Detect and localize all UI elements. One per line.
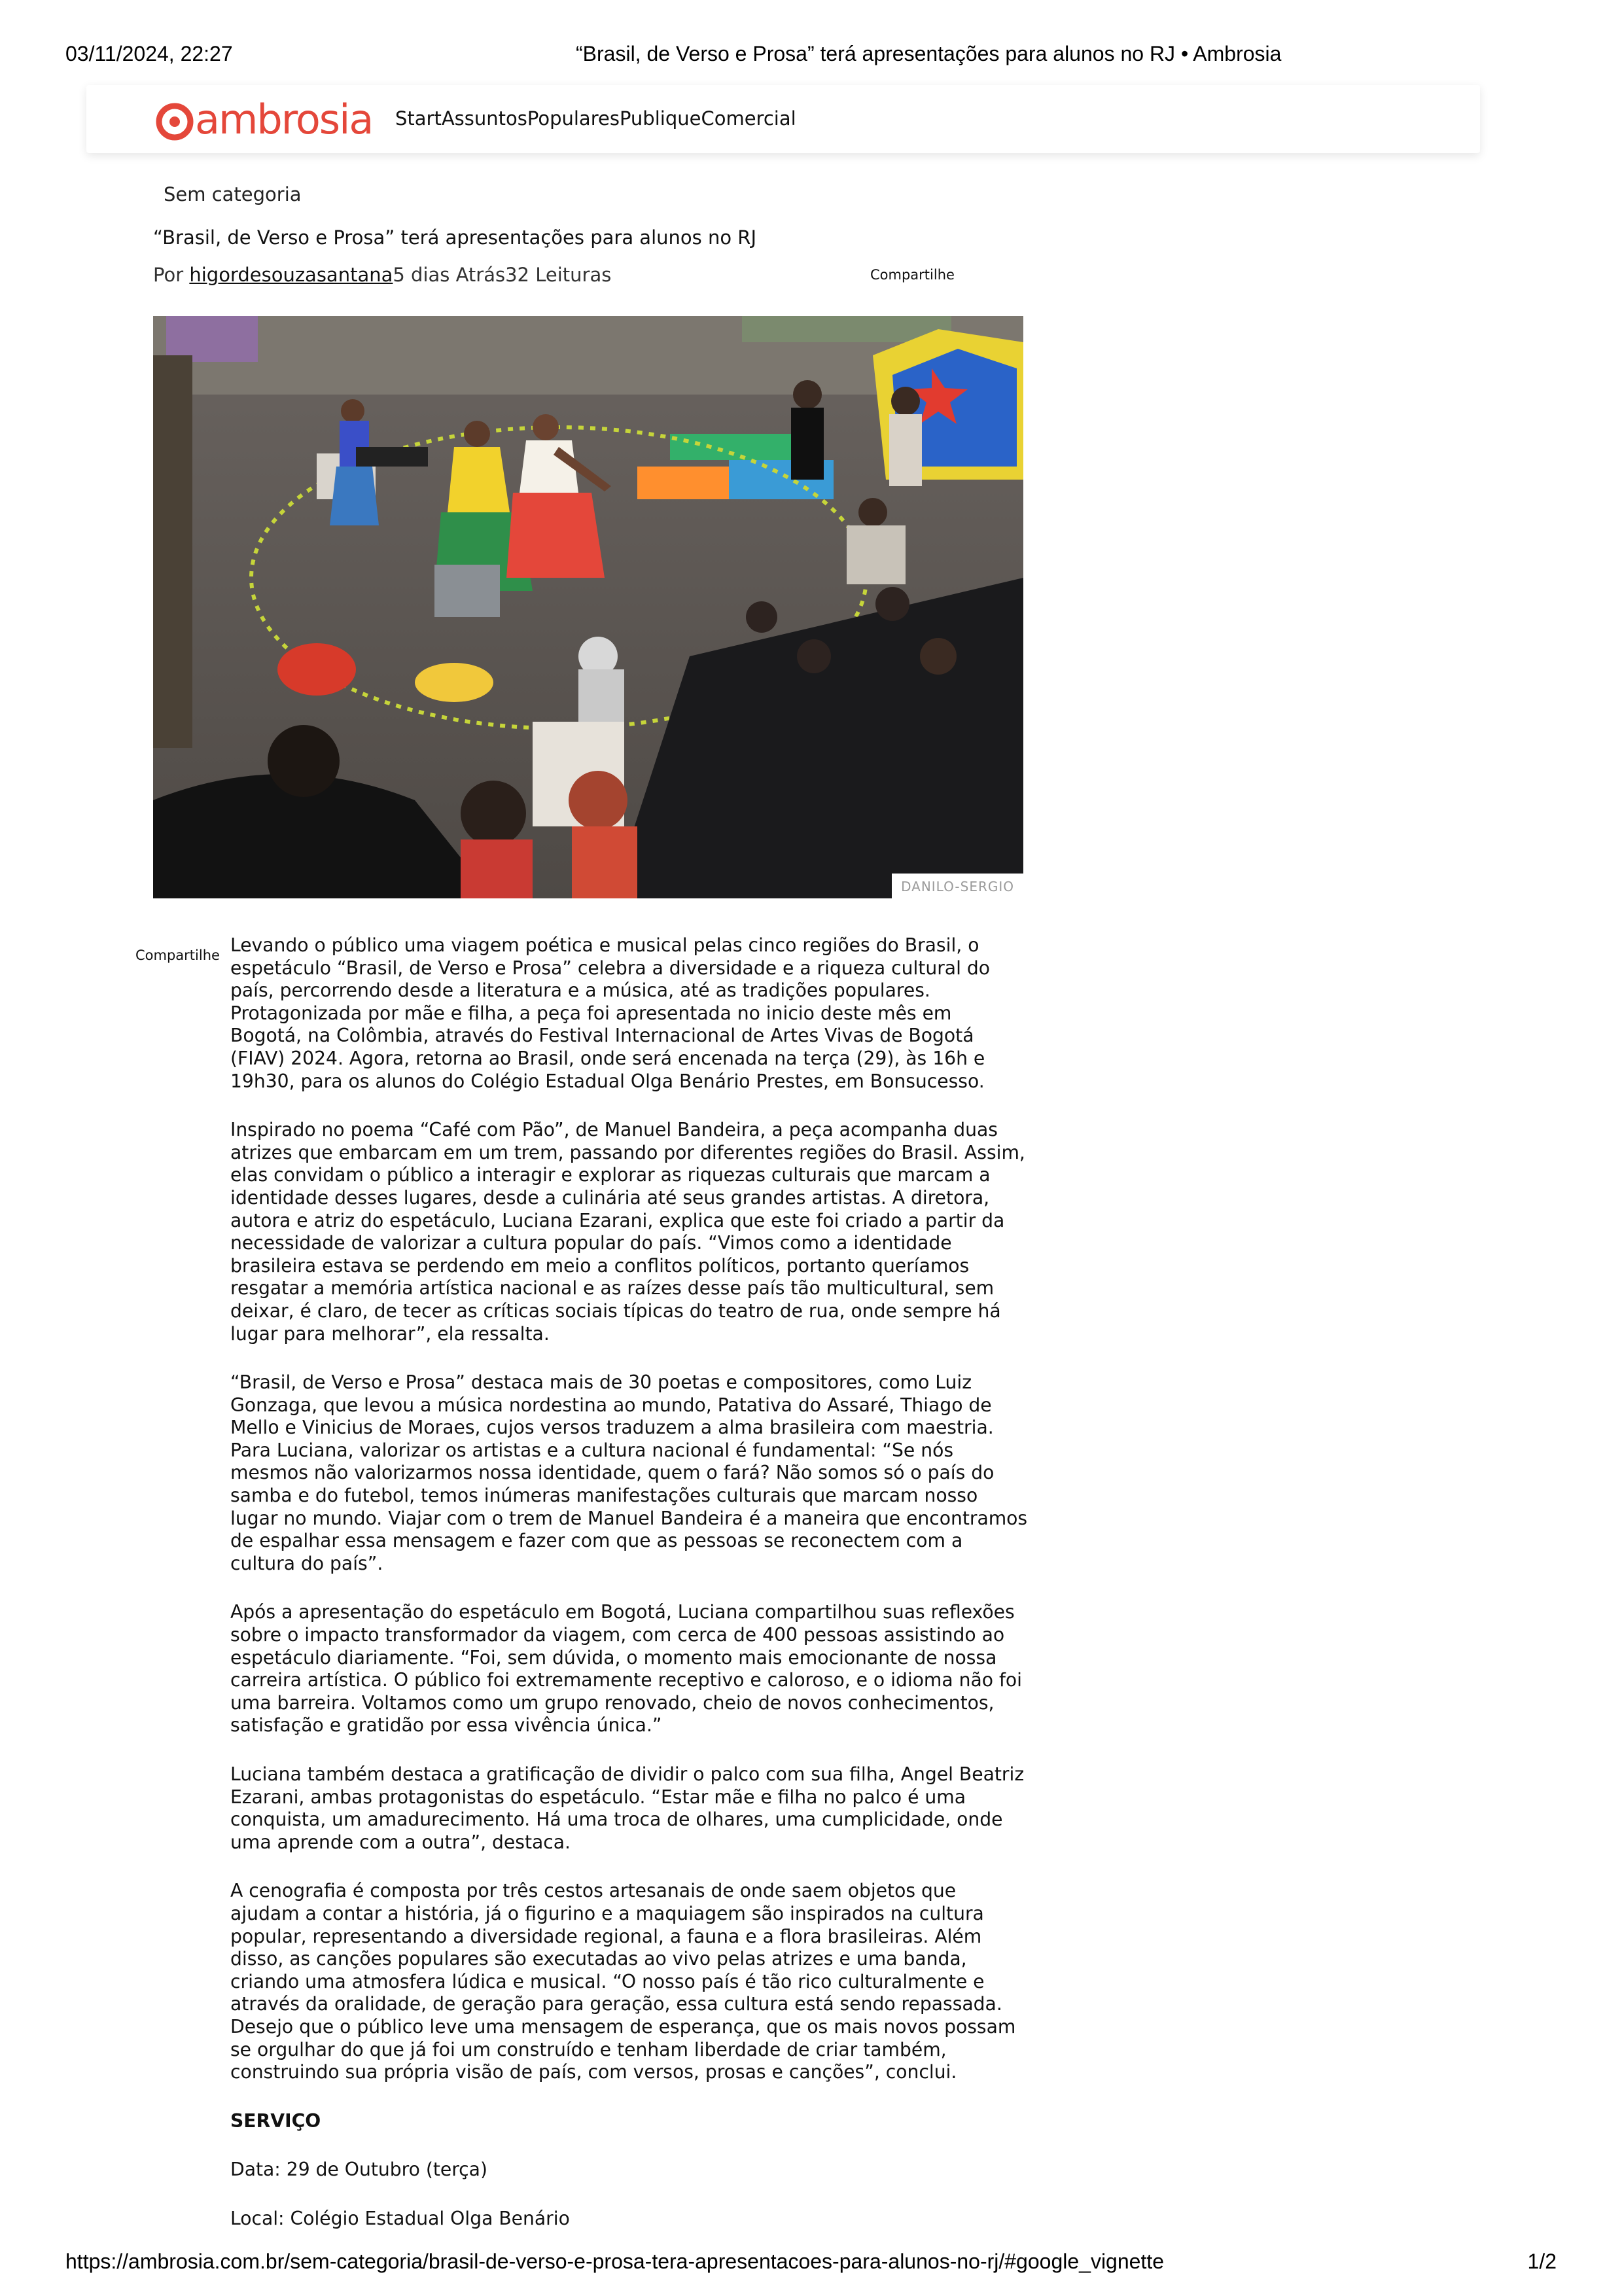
author-link[interactable]: higordesouzasantana <box>189 264 393 286</box>
share-button-side[interactable]: Compartilhe <box>135 947 220 963</box>
article-paragraph: Levando o público uma viagem poética e musical pelas cinco regiões do Brasil, o espetáculo “Brasil, de Verso e Prosa” celebra a diversidade e a riqueza cultural do país, percorrendo desde a literatura e a música, até as tradições populares. Protagonizada por mãe e filha, a peça foi apresentada no inicio deste mês em Bogotá, na Colômbia, através do Festival Internacional de Artes Vivas de Bogotá (FIAV) 2024. Agora, retorna ao Brasil, onde será encenada na terça (29), às 16h e 19h30, para os alunos do Colégio Estadual Olga Benário Prestes, em Bonsucesso. <box>230 934 990 1092</box>
time-ago: 5 dias Atrás <box>393 264 506 286</box>
main-nav <box>395 107 796 130</box>
nav-start[interactable]: Start <box>395 107 442 130</box>
article-byline <box>153 264 611 286</box>
print-header <box>0 42 1622 68</box>
article-paragraph: Após a apresentação do espetáculo em Bogotá, Luciana compartilhou suas reflexões sobre o impacto transformador da viagem, com cerca de 400 pessoas assistindo ao espetáculo diariamente. “Foi, sem dúvida, o momento mais emocionante de nossa carreira artística. O público foi extremamente receptivo e caloroso, e o idioma não foi uma barreira. Voltamos como um grupo renovado, cheio de novos conhecimentos, satisfação e gratidão por essa vivência única.” <box>230 1601 1022 1737</box>
byline-prefix: Por <box>153 264 190 286</box>
article-paragraph: Luciana também destaca a gratificação de dividir o palco com sua filha, Angel Beatriz Ezarani, ambas protagonistas do espetáculo. “Estar mãe e filha no palco é uma conquista, um amadurecimento. Há uma troca de olhares, uma cumplicidade, onde uma aprende com a outra”, destaca. <box>230 1763 1025 1853</box>
article-category[interactable]: Sem categoria <box>164 183 302 205</box>
print-url: https://ambrosia.com.br/sem-categoria/brasil-de-verso-e-prosa-tera-apresentacoes-para-alunos-no-rj/#google_vignette <box>65 2250 1165 2273</box>
service-heading: SERVIÇO <box>230 2110 321 2132</box>
nav-assuntos[interactable]: Assuntos <box>441 107 527 130</box>
service-date: Data: 29 de Outubro (terça) <box>230 2159 487 2181</box>
logo-text: ambrosia <box>195 96 373 143</box>
article-paragraph: Inspirado no poema “Café com Pão”, de Manuel Bandeira, a peça acompanha duas atrizes que embarcam em um trem, passando por diferentes regiões do Brasil. Assim, elas convidam o público a interagir e explorar as riquezas culturais que marcam a identidade desses lugares, desde a culinária até seus grandes artistas. A diretora, autora e atriz do espetáculo, Luciana Ezarani, explica que este foi criado a partir da necessidade de valorizar a cultura popular do país. “Vimos como a identidade brasileira estava se perdendo em meio a conflitos políticos, portanto queríamos resgatar a memória artística nacional e as raízes desse país tão multicultural, sem deixar, é claro, de tecer as críticas sociais típicas do teatro de rua, onde sempre há lugar para melhorar”, ela ressalta. <box>230 1119 1025 1345</box>
photo-credit: DANILO-SERGIO <box>892 874 1023 898</box>
nav-publique[interactable]: Publique <box>619 107 701 130</box>
print-page-number: 1/2 <box>1527 2250 1557 2273</box>
print-doc-title: “Brasil, de Verso e Prosa” terá apresentações para alunos no RJ • Ambrosia <box>576 42 1282 65</box>
site-header <box>86 85 1480 153</box>
share-button-top[interactable]: Compartilhe <box>870 267 955 283</box>
print-datetime: 03/11/2024, 22:27 <box>65 42 233 65</box>
nav-comercial[interactable]: Comercial <box>701 107 796 130</box>
site-logo[interactable] <box>153 97 372 143</box>
article-paragraph: “Brasil, de Verso e Prosa” destaca mais de 30 poetas e compositores, como Luiz Gonzaga, que levou a música nordestina ao mundo, Patativa do Assaré, Thiago de Mello e Vinicius de Moraes, cujos versos traduzem a alma brasileira com maestria. Para Luciana, valorizar os artistas e a cultura nacional é fundamental: “Se nós mesmos não valorizarmos nossa identidade, quem o fará? Não somos só o país do samba e do futebol, temos inúmeras manifestações culturais que marcam nosso lugar no mundo. Viajar com o trem de Manuel Bandeira é a maneira que encontramos de espalhar essa mensagem e fazer com que as pessoas se reconectem com a cultura do país”. <box>230 1371 1028 1574</box>
nav-populares[interactable]: Populares <box>527 107 620 130</box>
article-paragraph: A cenografia é composta por três cestos artesanais de onde saem objetos que ajudam a contar a história, já o figurino e a maquiagem são inspirados na cultura popular, representando a diversidade regional, a fauna e a flora brasileiras. Além disso, as canções populares são executadas ao vivo pelas atrizes e uma banda, criando uma atmosfera lúdica e musical. “O nosso país é tão rico culturalmente e através da oralidade, de geração para geração, essa cultura está sendo repassada. Desejo que o público leve uma mensagem de esperança, que os mais novos possam se orgulhar do que já foi um construído e tenham liberdade de criar também, construindo sua própria visão de país, com versos, prosas e canções”, conclui. <box>230 1880 1016 2083</box>
article-title: “Brasil, de Verso e Prosa” terá apresentações para alunos no RJ <box>153 226 757 249</box>
article-body <box>230 934 1029 2257</box>
read-count: 32 Leituras <box>505 264 612 286</box>
print-footer <box>0 2250 1622 2276</box>
ambrosia-logo-icon <box>153 98 196 141</box>
article-photo <box>153 316 1023 898</box>
service-location: Local: Colégio Estadual Olga Benário <box>230 2207 570 2229</box>
performance-photo-illustration <box>153 316 1023 898</box>
